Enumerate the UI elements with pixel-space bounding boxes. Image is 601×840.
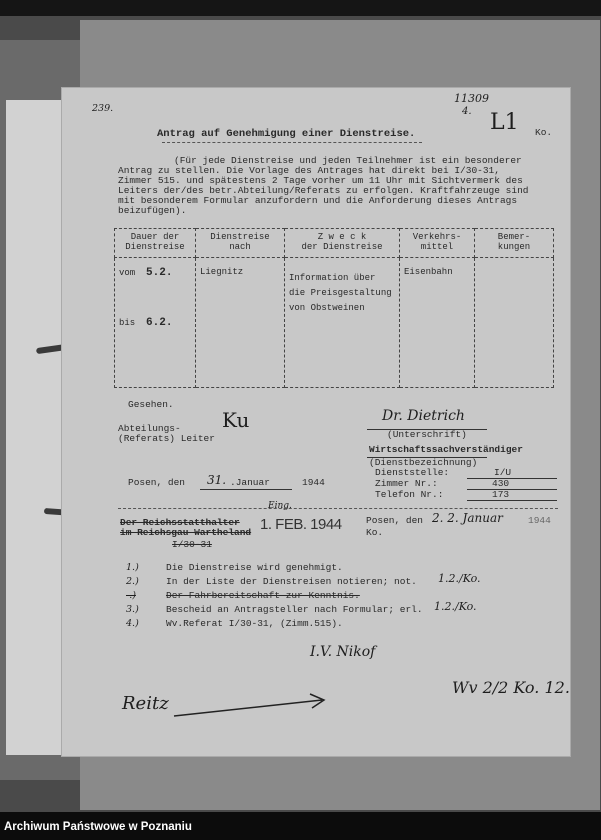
document-title: Antrag auf Genehmigung einer Dienstreise. [157,128,416,140]
iv-signature: I.V. Nikof [310,644,376,660]
instruction-line: Leiters der/des betr.Abteilung/Referats zu erfolgen. Kraftfahrzeuge sind [118,185,529,196]
ko-mark: Ko. [535,127,553,138]
decision-year: 1944 [528,515,551,526]
item-number: 1.) [126,562,139,573]
transport: Eisenbahn [404,267,453,277]
phone-label: Telefon Nr.: [375,489,444,500]
header-duration: Dauer der [130,232,180,242]
header-destination: Dienstreise [210,232,270,242]
item-text: Wv.Referat I/30-31, (Zimm.515). [166,618,343,629]
item-number: 2.) [126,576,139,587]
bottom-right-mark: Wv 2/2 Ko. 12. [452,678,570,697]
place-date-label: Posen, den [128,477,186,488]
received-stamp: 1. FEB. 1944 [260,516,342,533]
date-day: 31. [207,473,227,487]
document-page [62,88,570,756]
instruction-line: mit besonderem Formular anzufordern und die Anforderung dieses Antrags [118,195,518,206]
room-value: 430 [492,478,510,489]
registry-sub: 4. [462,106,472,117]
header-purpose-2: der Dienstreise [301,242,383,252]
to-label: bis [119,318,136,328]
instruction-line: Antrag zu stellen. Die Vorlage des Antrages hat direkt bei I/30-31, [118,165,500,176]
item-text: Der Fahrbereitschaft zur Kenntnis. [166,590,360,601]
applicant-signature: Dr. Dietrich [382,408,465,424]
authority-line: Der Reichsstatthalter [120,517,240,528]
remarks [475,258,554,388]
office-value: I/U [494,467,512,478]
instruction-line: (Für jede Dienstreise und jeden Teilnehmer ist ein besonderer [174,155,522,166]
authority-line: im Reichsgau Wartheland [120,527,252,538]
decision-date: 2. 2. Januar [432,511,503,525]
date-month: .Januar [230,477,270,488]
left-sheet [6,100,70,755]
scan-top-edge [0,0,601,16]
header-remarks: Bemer- [497,232,531,242]
arrow-mark [172,692,332,722]
signature-label: (Unterschrift) [387,429,467,440]
item-number: 4.) [126,618,139,629]
header-duration-2: Dienstreise [125,242,185,252]
item-number: 3.) [126,604,139,615]
trip-table [114,228,554,388]
header-purpose: Z w e c k [317,232,367,242]
instruction-line: Zimmer 515. und spätestens 2 Tage vorher um 11 Uhr mit Sichtvermerk des [118,175,523,186]
position-title: Wirtschaftssachverständiger [369,444,523,455]
item-note: 1.2./Ko. [438,572,481,585]
item-number: -.) [126,590,136,601]
item-text: In der Liste der Dienstreisen notieren; not. [166,576,417,587]
dept-head-signature: Ku [222,408,250,432]
header-transport-2: mittel [420,242,454,252]
received-note: Eing. [268,501,292,511]
authority-ref: I/30-31 [172,539,212,550]
header-remarks-2: kungen [497,242,531,252]
decision-place: Posen, den [366,515,424,526]
room-label: Zimmer Nr.: [375,478,438,489]
item-text: Bescheid an Antragsteller nach Formular; erl. [166,604,423,615]
purpose-line: die Preisgestaltung [289,288,392,298]
date-year: 1944 [302,477,325,488]
item-note: 1.2./Ko. [434,600,477,613]
position-label: (Dienstbezeichnung) [369,457,478,468]
item-text: Die Dienstreise wird genehmigt. [166,562,343,573]
from-label: vom [119,268,136,278]
registry-note: 11309 [454,92,489,105]
phone-value: 173 [492,489,510,500]
purpose-line: von Obstweinen [289,303,365,313]
dept-head-label: (Referats) Leiter [118,433,215,444]
destination: Liegnitz [200,267,244,277]
seen-label: Gesehen. [128,399,174,410]
registry-mark: L1 [490,110,519,135]
purpose-line: Information über [289,273,376,283]
from-date: 5.2. [146,267,173,279]
office-label: Dienststelle: [375,467,450,478]
header-transport: Verkehrs- [412,232,462,242]
table-row [115,258,554,388]
bottom-left-signature: Reitz [122,693,169,714]
instruction-line: beizufügen). [118,205,187,216]
dept-head-label: Abteilungs- [118,423,181,434]
page-number: 239. [92,103,114,114]
archive-footer [0,814,601,840]
header-destination-2: nach [229,242,251,252]
ko-mark-bottom: Ko. [366,527,384,538]
to-date: 6.2. [146,317,173,329]
archive-name: Archiwum Państwowe w Poznaniu [4,821,192,833]
